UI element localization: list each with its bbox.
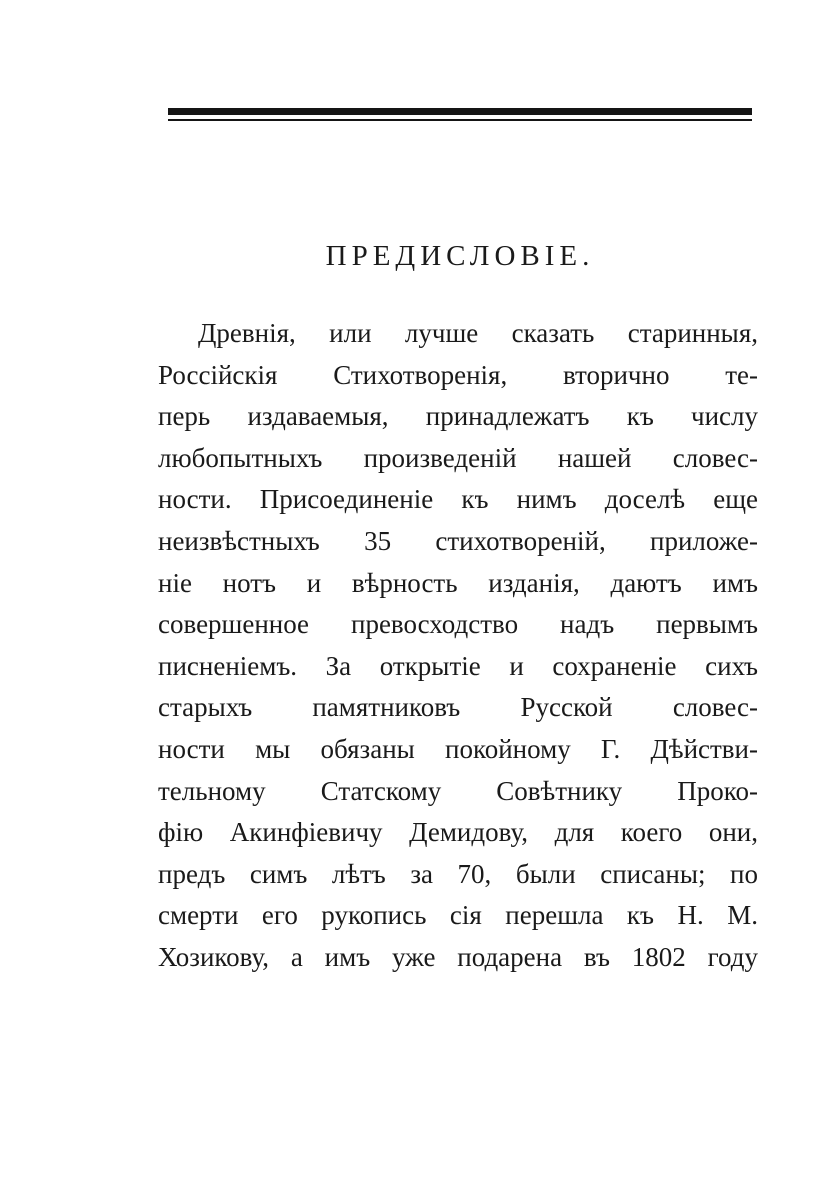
header-rule-thin bbox=[168, 119, 752, 121]
text-line: Россійскія Стихотворенія, вторично те- bbox=[158, 359, 758, 390]
text-line: предъ симъ лѣтъ за 70, были списаны; по bbox=[158, 858, 758, 889]
text-line: ности мы обязаны покойному Г. Дѣйстви- bbox=[158, 733, 758, 764]
text-line: Древнія, или лучше сказать старинныя, bbox=[198, 318, 758, 348]
body-paragraph bbox=[158, 313, 758, 979]
text-line: писненіемъ. За открытіе и сохраненіе сихъ bbox=[158, 650, 758, 681]
header-rule-thick bbox=[168, 108, 752, 115]
text-line: ности. Присоединеніе къ нимъ доселѣ еще bbox=[158, 484, 758, 515]
text-line: совершенное превосходство надъ первымъ bbox=[158, 609, 758, 640]
text-line: неизвѣстныхъ 35 стихотвореній, приложе- bbox=[158, 525, 758, 556]
text-line: перь издаваемыя, принадлежатъ къ числу bbox=[158, 401, 758, 432]
text-line: фію Акинфіевичу Демидову, для коего они, bbox=[158, 817, 758, 848]
text-line: смерти его рукопись сія перешла къ Н. М. bbox=[158, 900, 758, 931]
text-line: любопытныхъ произведеній нашей словес- bbox=[158, 442, 758, 473]
text-line: старыхъ памятниковъ Русской словес- bbox=[158, 692, 758, 723]
page-title: ПРЕДИСЛОВІЕ. bbox=[325, 240, 595, 272]
text-line: тельному Статскому Совѣтнику Проко- bbox=[158, 775, 758, 806]
text-line: Хозикову, а имъ уже подарена въ 1802 году bbox=[158, 941, 758, 972]
text-line: ніе нотъ и вѣрность изданія, даютъ имъ bbox=[158, 567, 758, 598]
